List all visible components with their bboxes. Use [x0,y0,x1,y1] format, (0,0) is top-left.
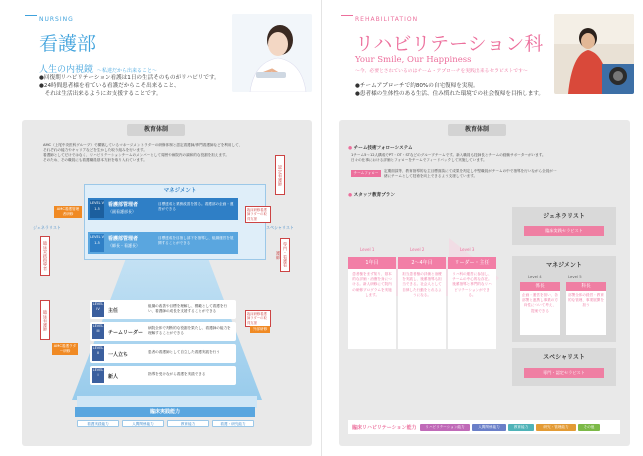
level-name: 主任 [108,308,119,314]
career-col-body: 患者様をまず知り、基本的な評価・治療を身につける。新人研修にて院内の研修プログラムを実施します。 [348,269,396,349]
level-badge: LEVEL I [92,368,104,383]
level-badge: LEVEL V 1-5 [90,200,104,218]
team-follow-text: 定期面談等、教育指導的な主目標面談にて成果を判定し中堅職員がチームの中で指導を行いながら全員が一緒にチームとして技術を向上できるよう支援しています。 [384,169,557,178]
career-heading: ● スタッフ教育プラン [348,193,395,198]
follow-heading: ● チーム技術フォローシステム [348,146,413,151]
nursing-intro: AMC（上尾中央医科グループ）で構築しているマネージメントラダーの研修体制と認定看護師/専門看護師などを利用して、 それぞれの能力やキャリアなどを生かした取り組みを行います。 看護師としてだけではなく、リハビリテーションチームのメンバーとして周囲や病院内の調和的な役割を担えます。 そのため、その職員にも看護職員基本方針を取り入れています。 [43,143,243,162]
cert-support-label-2: 臨床研修看護師ラダーの取得支援 [245,310,271,327]
bullet: ●患者様の生体性のある生活、住み慣れた環境での社会復帰を目指します。 [355,91,545,97]
level-label: Level 2 [410,247,425,252]
ladder-training-badge: AMC看護ラダー研修 [53,344,77,353]
level-role: 看護部管理者 [108,202,139,208]
cert-support-label: 臨床研修看護師ラダーの取得支援 [245,206,271,223]
mgmt-level: Level 4 [528,274,542,279]
level-name: 一人立ち [108,352,129,358]
eyebrow-rule [25,15,37,16]
rehab-eyebrow: REHABILITATION [355,16,419,23]
clinical-leader-label: 臨床実践指導者 [40,236,50,276]
foundation-item: 看護実践能力 [77,420,119,427]
generalist-button: 臨床実践セラピスト [524,226,604,236]
level-label: Level 1 [360,247,375,252]
foundation-title: 臨床実践能力 [75,407,255,417]
management-level-row [88,198,238,220]
rehab-tagline: Your Smile, Our Happiness [355,55,472,65]
specialist-title: スペシャリスト [543,354,585,361]
bullet: それは生活出来るようにお支援することです。 [39,91,162,97]
management-title: マネジメント [163,188,197,194]
rehab-panel-title: 教育体制 [448,124,506,136]
rehab-foundation-title: 臨床リハビリテーション能力 [352,425,417,431]
ladder-nurse-label: 臨床看護師 [40,300,50,340]
foundation-item: リハビリテーション能力 [420,424,470,431]
foundation-item: 看護・研究能力 [212,420,254,427]
rehab-bullets [355,82,555,98]
nursing-bullets [39,74,229,98]
specialist-label: スペシャリスト [266,225,294,230]
mgmt-role: 係長 [520,282,560,291]
specialist-nurse-label: 専門・看護看護師 [280,238,290,272]
level-desc: 患者の看護師として自立した看護実践を行う [148,350,220,354]
follow-text: 1チーム5～12人構成でPT・OT・STなどのグループチームです。新入職員も技師長とチームの経験サポーターがいます。 日々の仕事における評価とフォローをチームでフィードバックして実施しています。 [351,153,546,162]
level-role: 看護部管理者 [108,236,139,242]
level-badge: LEVEL V 1-5 [90,234,104,252]
generalist-title: ジェネラリスト [543,213,585,220]
mgmt-body: 企画・運営を担い、各部署と連携し事業の方向性について考え、提案できる [520,291,560,335]
level-desc: 病院全体で判断的な役割を果たし、看護師の能力を理解することができる [148,326,231,335]
foundation-item: 教育能力 [167,420,209,427]
career-col-body: リハ科の運営に参加し、チームの中心的な存在。後輩指導と専門的なリハビリテーションができる。 [448,269,496,349]
therapist-photo [554,14,634,94]
career-col-head: 2～4年目 [398,257,446,269]
level-desc: 目標達成と業務改善を図る。看護部の企画・運営ができる [158,202,234,211]
mgmt-body: 部署全体の経営・教育的な管理、事業展開を担う [566,291,606,335]
bullet: ●回復期リハビリテーション看護は1日の生活そのものがリハビリです。 [39,75,220,81]
eyebrow-rule [341,15,353,16]
ladder-row [90,366,236,385]
bullet: ●チームアプローチで約80%の自宅復帰を実現。 [355,83,479,89]
management-title-r: マネジメント [546,262,582,269]
rehab-tagline-sub: ～今、必要とされているのはチーム・アプローチを実践出来るセラピストです～ [355,69,528,74]
level-badge: LEVEL IV [92,302,104,317]
specialist-button: 専門・認定セラピスト [524,368,604,378]
level-name: チームリーダー [108,330,144,336]
nursing-panel-title: 教育体制 [127,124,185,136]
cert-nurse-label: 認定看護師 [275,155,285,195]
nursing-title: 看護部 [39,33,97,55]
outside-training-badge: 外部研修 [250,326,270,333]
rehab-title: リハビリテーション科 [355,33,544,55]
management-training-badge: AMC看護管理者研修 [54,206,82,218]
foundation-item: 教育能力 [508,424,534,431]
nursing-eyebrow: NURSING [39,16,74,23]
career-col-head: 1年目 [348,257,396,269]
ladder-row [90,300,236,319]
ladder-row [90,344,236,363]
level-desc: 組織の改善や目標を理解し、模範として看護を行い、看護師の成長を支援することができる [148,304,228,313]
bullet: ●24時間患者様を看ている看護だからこそ出来ること、 [39,83,180,89]
mgmt-role: 科長 [566,282,606,291]
level-desc: 指導を受けながら看護を実践できる [148,372,206,376]
ladder-row [90,322,236,341]
team-follow-badge: チームフォロー [351,170,381,177]
career-col-body: 担当患者様の評価と治療を実践し、後輩指導も担当できる。社会人として自律した行動をとれるようになる。 [398,269,446,349]
level-label: Level 3 [460,247,475,252]
level-badge: LEVEL III [92,324,104,339]
foundation-item: 人間関係能力 [122,420,164,427]
nursing-tagline: 人生の内視鏡 ～私達だから出来ること～ [39,65,158,75]
level-name: 新人 [108,374,119,380]
career-col-head: リーダー・主任 [448,257,496,269]
generalist-label: ジェネラリスト [33,225,61,230]
foundation-item: 人間関係能力 [472,424,506,431]
management-level-row [88,232,238,254]
pink-dot-icon: ● [348,146,353,151]
foundation-item: その他 [578,424,600,431]
level-role-sub: （師長・看護長） [108,243,140,248]
pink-dot-icon: ● [348,193,353,198]
page-fold [321,0,322,456]
foundation-item: 研究・管理能力 [536,424,576,431]
nurse-photo [232,14,312,92]
level-desc: 目標達成を目指し部下を指導し、組織運営を展開することができる [158,236,234,245]
level-role-sub: （副看護部長） [108,209,136,214]
level-badge: LEVEL II [92,346,104,361]
mgmt-level: Level 5 [568,274,582,279]
